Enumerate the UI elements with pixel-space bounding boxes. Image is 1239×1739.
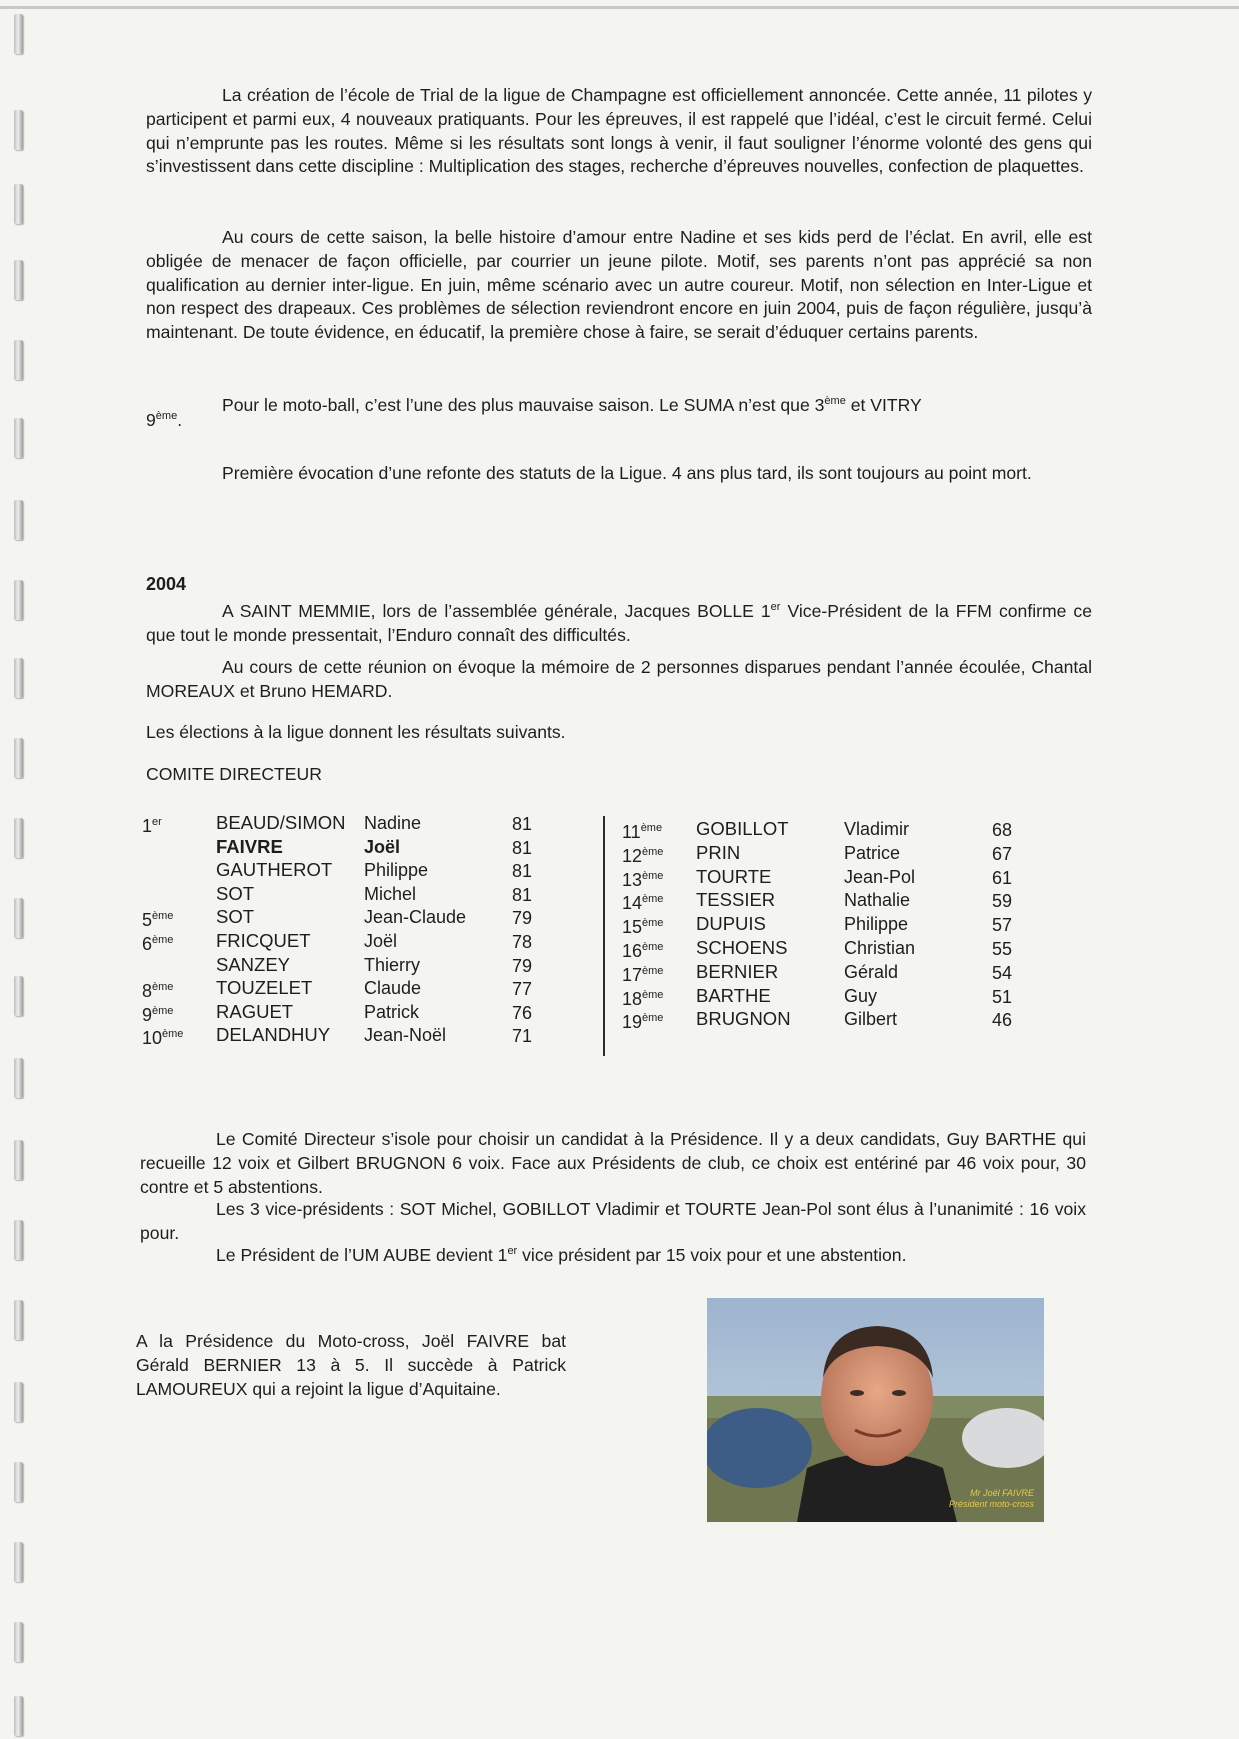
photo-caption: Mr Joël FAIVRE Président moto-cross xyxy=(948,1488,1034,1509)
committee-first-name: Claude xyxy=(364,978,422,999)
paragraph-um-aube: Le Président de l’UM AUBE devient 1er vice président par 15 voix pour et une abstention. xyxy=(216,1245,907,1265)
committee-last-name: SOT xyxy=(216,906,255,928)
committee-rank: 1er xyxy=(142,816,162,836)
committee-last-name: TOUZELET xyxy=(216,977,313,999)
committee-rank: 5ème xyxy=(142,910,174,931)
committee-first-name: Thierry xyxy=(364,954,421,975)
committee-first-name: Nadine xyxy=(364,813,422,833)
committee-first-name: Nathalie xyxy=(844,890,911,911)
column-divider xyxy=(603,816,605,1056)
committee-last-name: DUPUIS xyxy=(696,913,766,935)
paragraph-moto-ball: Pour le moto-ball, c’est l’une des plus mauvaise saison. Le SUMA n’est que 3ème et VITRY xyxy=(222,395,922,415)
committee-votes: 57 xyxy=(992,915,1013,936)
committee-first-name: Patrice xyxy=(844,842,901,863)
paragraph-assemblee: A SAINT MEMMIE, lors de l’assemblée générale, Jacques BOLLE 1er Vice-Président de la FFM confirme ce que tout le monde pressentait, l’Enduro connaît des difficultés. xyxy=(146,601,1092,645)
spiral-binding xyxy=(10,0,34,1739)
committee-first-name: Gérald xyxy=(844,961,899,982)
committee-heading: COMITE DIRECTEUR xyxy=(146,764,322,784)
committee-rank: 13ème xyxy=(622,869,664,890)
committee-last-name: TOURTE xyxy=(696,865,772,887)
committee-rank: 16ème xyxy=(622,941,664,961)
committee-last-name: TESSIER xyxy=(696,889,776,911)
committee-votes: 51 xyxy=(992,986,1013,1007)
committee-first-name: Patrick xyxy=(364,1001,420,1022)
committee-rank: 8ème xyxy=(142,981,174,1002)
committee-last-name: DELANDHUY xyxy=(216,1024,331,1046)
section-year-heading: 2004 xyxy=(146,574,187,594)
portrait-photo xyxy=(707,1298,1044,1522)
paragraph-memoire: Au cours de cette réunion on évoque la mémoire de 2 personnes disparues pendant l’année écoulée, Chantal MOREAUX et Bruno HEMARD. xyxy=(146,657,1092,701)
committee-last-name: GOBILLOT xyxy=(696,818,789,839)
committee-rank: 15ème xyxy=(622,917,664,938)
committee-last-name: FAIVRE xyxy=(216,835,283,857)
committee-rank: 14ème xyxy=(622,893,664,914)
committee-rank: 18ème xyxy=(622,988,664,1009)
committee-first-name: Joël xyxy=(364,931,398,951)
committee-votes: 81 xyxy=(512,884,533,905)
committee-votes: 81 xyxy=(512,861,533,882)
committee-votes: 55 xyxy=(992,939,1013,959)
committee-first-name: Jean-Claude xyxy=(364,907,467,928)
committee-first-name: Joël xyxy=(364,836,401,857)
scan-top-edge xyxy=(0,6,1239,9)
committee-votes: 77 xyxy=(512,979,533,1000)
committee-votes: 76 xyxy=(512,1002,533,1023)
committee-rank: 9ème xyxy=(142,1004,174,1025)
committee-votes: 67 xyxy=(992,843,1013,864)
paragraph-trial-school: La création de l’école de Trial de la ligue de Champagne est officiellement annoncée. Cette année, 11 pilotes y participent et parmi eux, 4 nouveaux pratiquants. Pour les épreuves, il est rappelé que l’idéal, c’est le circuit fermé. Celui qui n’emprunte pas les routes. Même si les résultats sont longs à venir, il faut souligner l’énorme volonté des gens qui s’investissent dans cette discipline : Multiplication des stages, recherche d’épreuves nouvelles, confection de plaquettes. xyxy=(146,85,1092,177)
committee-votes: 68 xyxy=(992,820,1013,840)
committee-first-name: Jean-Noël xyxy=(364,1025,447,1046)
committee-first-name: Philippe xyxy=(364,860,429,881)
committee-votes: 46 xyxy=(992,1010,1013,1031)
committee-first-name: Philippe xyxy=(844,914,909,935)
committee-votes: 61 xyxy=(992,867,1013,888)
committee-last-name: BARTHE xyxy=(696,984,771,1006)
committee-rank: 12ème xyxy=(622,845,664,866)
moto-ball-vitry-rank: 9ème. xyxy=(146,410,183,430)
committee-rank: 6ème xyxy=(142,934,174,954)
committee-rank: 10ème xyxy=(142,1028,184,1049)
committee-last-name: SCHOENS xyxy=(696,937,788,958)
committee-first-name: Vladimir xyxy=(844,819,910,839)
committee-last-name: GAUTHEROT xyxy=(216,859,333,881)
committee-first-name: Christian xyxy=(844,938,916,958)
elections-intro: Les élections à la ligue donnent les résultats suivants. xyxy=(146,722,566,742)
paragraph-statuts: Première évocation d’une refonte des statuts de la Ligue. 4 ans plus tard, ils sont toujours au point mort. xyxy=(222,463,1032,483)
committee-votes: 81 xyxy=(512,837,533,858)
committee-last-name: BRUGNON xyxy=(696,1008,791,1030)
committee-last-name: RAGUET xyxy=(216,1000,294,1022)
committee-votes: 78 xyxy=(512,932,533,952)
committee-votes: 81 xyxy=(512,814,533,834)
committee-last-name: SANZEY xyxy=(216,953,291,975)
paragraph-nadine-kids: Au cours de cette saison, la belle histoire d’amour entre Nadine et ses kids perd de l’éclat. En avril, elle est obligée de menacer de façon officielle, par courrier un jeune pilote. Motif, ses parents n’ont pas apprécié sa non qualification au dernier inter-ligue. En juin, même scénario avec un autre coureur. Motif, non sélection en Inter-Ligue et non respect des drapeaux. Ces problèmes de sélection reviendront encore en juin 2004, puis de façon régulière, jusqu’à maintenant. De toute évidence, en éducatif, la première chose à faire, se serait d’éduquer certains parents. xyxy=(146,227,1092,343)
committee-rank: 11ème xyxy=(622,822,663,842)
committee-last-name: BEAUD/SIMON xyxy=(216,812,346,833)
paragraph-vice-presidents: Les 3 vice-présidents : SOT Michel, GOBILLOT Vladimir et TOURTE Jean-Pol sont élus à l’unanimité : 16 voix pour. xyxy=(140,1199,1086,1243)
committee-last-name: SOT xyxy=(216,882,255,904)
committee-first-name: Guy xyxy=(844,985,878,1006)
committee-votes: 79 xyxy=(512,908,533,929)
committee-last-name: PRIN xyxy=(696,841,741,863)
committee-votes: 59 xyxy=(992,891,1013,912)
paragraph-candidat-presidence: Le Comité Directeur s’isole pour choisir un candidat à la Présidence. Il y a deux candidats, Guy BARTHE qui recueille 12 voix et Gilbert BRUGNON 6 voix. Face aux Présidents de club, ce choix est entériné par 46 voix pour, 30 contre et 5 abstentions. xyxy=(140,1129,1086,1197)
committee-last-name: FRICQUET xyxy=(216,930,311,951)
committee-last-name: BERNIER xyxy=(696,960,779,982)
paragraph-moto-cross: A la Présidence du Moto-cross, Joël FAIVRE bat Gérald BERNIER 13 à 5. Il succède à Patrick LAMOUREUX qui a rejoint la ligue d’Aquitaine. xyxy=(136,1331,566,1399)
committee-votes: 71 xyxy=(512,1026,533,1047)
committee-first-name: Michel xyxy=(364,883,417,904)
committee-first-name: Gilbert xyxy=(844,1009,898,1030)
committee-rank: 17ème xyxy=(622,964,664,985)
committee-rank: 19ème xyxy=(622,1012,664,1033)
committee-votes: 54 xyxy=(992,962,1013,983)
committee-votes: 79 xyxy=(512,955,533,976)
committee-first-name: Jean-Pol xyxy=(844,866,916,887)
